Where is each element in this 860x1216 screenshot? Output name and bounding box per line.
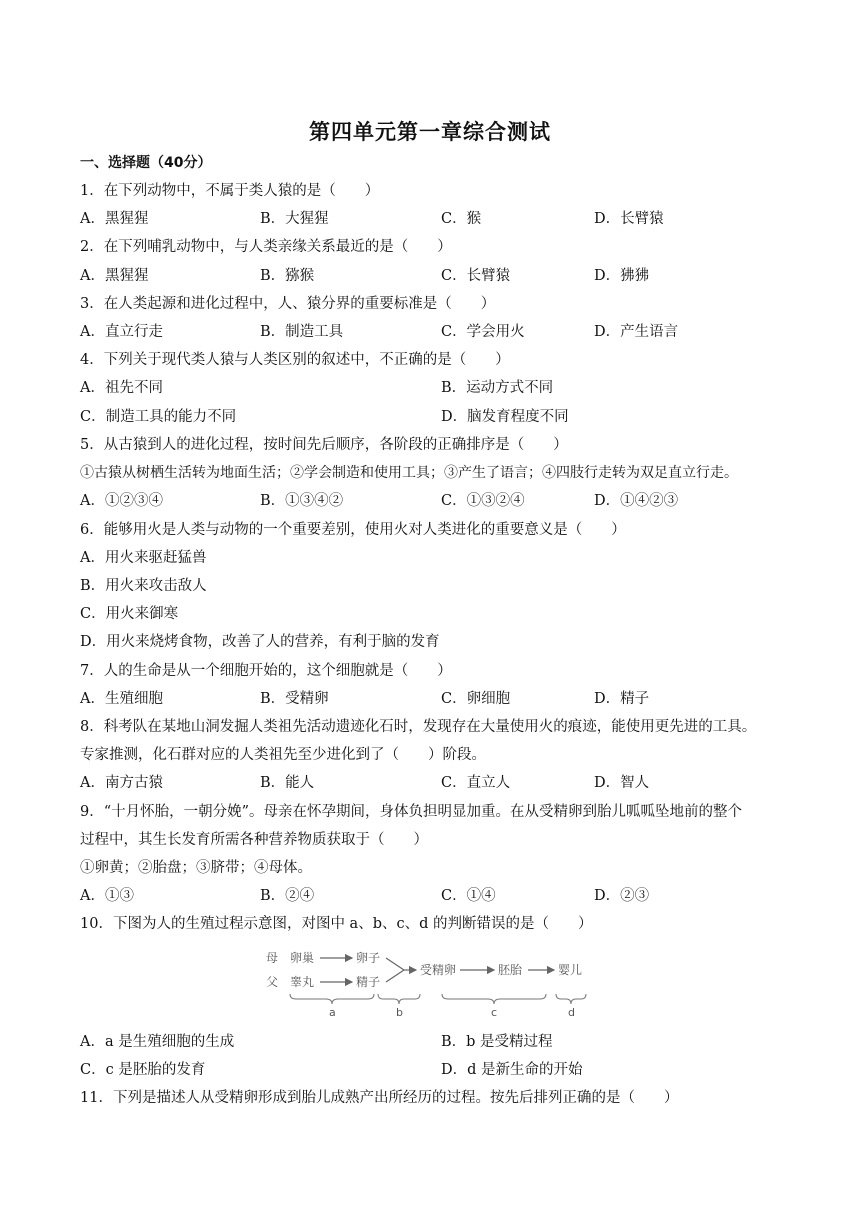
brace-c <box>442 994 546 1004</box>
q3-option-a[interactable]: A．直立行走 <box>80 324 163 340</box>
zygote-label: 受精卵 <box>420 963 457 977</box>
brace-d <box>556 994 586 1004</box>
baby-label: 婴儿 <box>558 963 583 977</box>
question-5-stem: 5．从古猿到人的进化过程，按时间先后顺序，各阶段的正确排序是（ ） <box>80 437 568 453</box>
q9-option-d[interactable]: D．②③ <box>594 888 650 904</box>
question-9-stem: 9．“十月怀胎，一朝分娩”。母亲在怀孕期间，身体负担明显加重。在从受精卵到胎儿呱呱坠地前的整个 <box>80 804 743 820</box>
q1-option-c[interactable]: C．猴 <box>441 211 482 227</box>
q2-option-c[interactable]: C．长臂猿 <box>441 268 511 284</box>
q4-option-d[interactable]: D．脑发育程度不同 <box>441 409 569 425</box>
q9-option-c[interactable]: C．①④ <box>441 888 496 904</box>
q4-option-c[interactable]: C．制造工具的能力不同 <box>80 409 237 425</box>
q5-option-d[interactable]: D．①④②③ <box>594 493 679 509</box>
question-2-stem: 2．在下列哺乳动物中，与人类亲缘关系最近的是（ ） <box>80 239 452 255</box>
question-8-stem: 8．科考队在某地山洞发掘人类祖先活动遗迹化石时，发现存在大量使用火的痕迹，能使用更先进的工具。 <box>80 719 757 735</box>
brace-b <box>378 994 420 1004</box>
q6-option-d[interactable]: D．用火来烧烤食物，改善了人的营养，有利于脑的发育 <box>80 634 440 650</box>
question-11-stem: 11．下列是描述人从受精卵形成到胎儿成熟产出所经历的过程。按先后排列正确的是（ ） <box>80 1090 679 1106</box>
q8-option-a[interactable]: A．南方古猿 <box>80 775 163 791</box>
q9-option-b[interactable]: B．②④ <box>260 888 315 904</box>
q3-option-c[interactable]: C．学会用火 <box>441 324 525 340</box>
sperm-label: 精子 <box>356 975 381 989</box>
section-heading: 一、选择题（40分） <box>80 155 212 171</box>
q3-option-d[interactable]: D．产生语言 <box>594 324 679 340</box>
label-a: a <box>329 1006 336 1019</box>
question-9-stem-continued: 过程中，其生长发育所需各种营养物质获取于（ ） <box>80 832 428 848</box>
q6-option-c[interactable]: C．用火来御寒 <box>80 606 179 622</box>
label-b: b <box>396 1006 403 1019</box>
q7-option-c[interactable]: C．卵细胞 <box>441 691 511 707</box>
q4-option-a[interactable]: A．祖先不同 <box>80 380 163 396</box>
q7-option-d[interactable]: D．精子 <box>594 691 650 707</box>
q7-option-b[interactable]: B．受精卵 <box>260 691 329 707</box>
question-3-stem: 3．在人类起源和进化过程中，人、猿分界的重要标准是（ ） <box>80 296 496 312</box>
page-title: 第四单元第一章综合测试 <box>309 120 551 144</box>
q10-option-b[interactable]: B．b 是受精过程 <box>441 1034 553 1050</box>
mother-label: 母 <box>266 951 279 965</box>
question-8-stem-continued: 专家推测，化石群对应的人类祖先至少进化到了（ ）阶段。 <box>80 747 486 763</box>
q9-option-a[interactable]: A．①③ <box>80 888 134 904</box>
brace-a <box>290 994 374 1004</box>
question-6-stem: 6．能够用火是人类与动物的一个重要差别，使用火对人类进化的重要意义是（ ） <box>80 522 626 538</box>
question-7-stem: 7．人的生命是从一个细胞开始的，这个细胞就是（ ） <box>80 663 452 679</box>
q4-option-b[interactable]: B．运动方式不同 <box>441 380 554 396</box>
egg-label: 卵子 <box>356 951 381 965</box>
question-10-stem: 10．下图为人的生殖过程示意图，对图中 a、b、c、d 的判断错误的是（ ） <box>80 916 593 932</box>
q6-option-a[interactable]: A．用火来驱赶猛兽 <box>80 550 207 566</box>
q1-option-a[interactable]: A．黑猩猩 <box>80 211 149 227</box>
q2-option-b[interactable]: B．猕猴 <box>260 268 315 284</box>
q7-option-a[interactable]: A．生殖细胞 <box>80 691 163 707</box>
question-4-stem: 4．下列关于现代类人猿与人类区别的叙述中，不正确的是（ ） <box>80 352 510 368</box>
q2-option-a[interactable]: A．黑猩猩 <box>80 268 149 284</box>
q1-option-b[interactable]: B．大猩猩 <box>260 211 329 227</box>
q10-option-d[interactable]: D．d 是新生命的开始 <box>441 1062 583 1078</box>
fertilization-merge-lines <box>386 958 404 982</box>
question-5-note: ①古猿从树栖生活转为地面生活；②学会制造和使用工具；③产生了语言；④四肢行走转为双足直立行走。 <box>80 465 738 481</box>
q10-option-c[interactable]: C．c 是胚胎的发育 <box>80 1062 206 1078</box>
q6-option-b[interactable]: B．用火来攻击敌人 <box>80 578 207 594</box>
q8-option-c[interactable]: C．直立人 <box>441 775 511 791</box>
question-9-note: ①卵黄；②胎盘；③脐带；④母体。 <box>80 860 312 876</box>
label-c: c <box>491 1006 498 1019</box>
question-1-stem: 1．在下列动物中，不属于类人猿的是（ ） <box>80 183 380 199</box>
embryo-label: 胚胎 <box>498 963 523 977</box>
father-label: 父 <box>266 975 279 989</box>
ovary-label: 卵巢 <box>290 951 315 965</box>
q1-option-d[interactable]: D．长臂猿 <box>594 211 664 227</box>
q10-option-a[interactable]: A．a 是生殖细胞的生成 <box>80 1034 235 1050</box>
q3-option-b[interactable]: B．制造工具 <box>260 324 344 340</box>
q8-option-b[interactable]: B．能人 <box>260 775 315 791</box>
q8-option-d[interactable]: D．智人 <box>594 775 650 791</box>
label-d: d <box>568 1006 575 1019</box>
reproduction-process-diagram <box>262 940 607 1025</box>
q5-option-a[interactable]: A．①②③④ <box>80 493 163 509</box>
q5-option-c[interactable]: C．①③②④ <box>441 493 525 509</box>
q2-option-d[interactable]: D．狒狒 <box>594 268 650 284</box>
testis-label: 睾丸 <box>290 975 315 989</box>
q5-option-b[interactable]: B．①③④② <box>260 493 344 509</box>
